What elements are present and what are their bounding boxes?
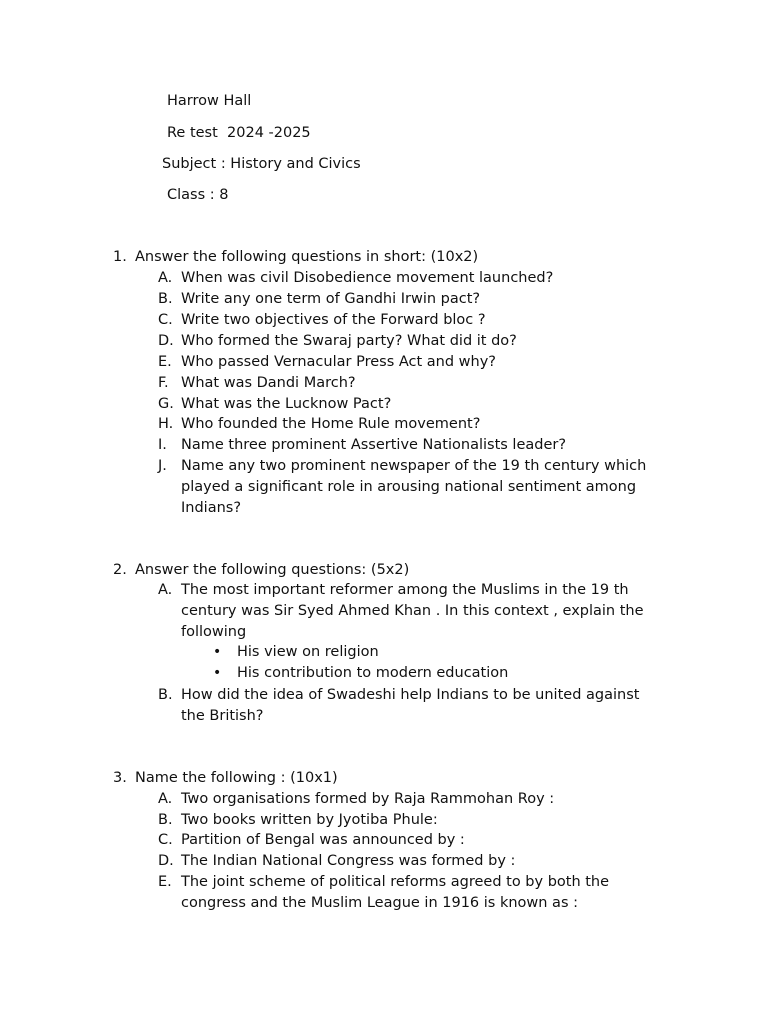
question-text: The most important reformer among the Muslims in the 19 th [181, 582, 629, 598]
question-text: congress and the Muslim League in 1916 is known as : [181, 895, 578, 911]
question-marker: H. [158, 416, 174, 432]
section-number: 1. [113, 249, 127, 265]
bullet-icon: • [213, 644, 222, 660]
question-text: Who founded the Home Rule movement? [181, 416, 481, 432]
question-text: When was civil Disobedience movement launched? [181, 270, 554, 286]
question-text: Name three prominent Assertive Nationalists leader? [181, 437, 567, 453]
school-name: Harrow Hall [167, 93, 252, 109]
question-marker: B. [158, 812, 173, 828]
section-title: Name the following : (10x1) [135, 770, 338, 786]
question-marker: E. [158, 874, 172, 890]
question-text: How did the idea of Swadeshi help Indians to be united against [181, 687, 640, 703]
question-text: Partition of Bengal was announced by : [181, 832, 465, 848]
question-text: Who passed Vernacular Press Act and why? [181, 354, 496, 370]
question-marker: E. [158, 354, 172, 370]
exam-title: Re test 2024 -2025 [167, 125, 311, 141]
section-number: 3. [113, 770, 127, 786]
question-marker: I. [158, 437, 167, 453]
question-text: The joint scheme of political reforms agreed to by both the [181, 874, 610, 890]
question-text: What was the Lucknow Pact? [181, 396, 392, 412]
question-marker: D. [158, 853, 174, 869]
question-marker: J. [158, 458, 167, 474]
question-text: Name any two prominent newspaper of the 19 th century which [181, 458, 647, 474]
bullet-text: His contribution to modern education [237, 665, 509, 681]
bullet-text: His view on religion [237, 644, 379, 660]
question-text: Two books written by Jyotiba Phule: [181, 812, 438, 828]
question-marker: C. [158, 312, 173, 328]
question-text: Two organisations formed by Raja Rammohan Roy : [181, 791, 555, 807]
subject-line: Subject : History and Civics [162, 156, 361, 172]
question-text: Write two objectives of the Forward bloc ? [181, 312, 486, 328]
question-marker: A. [158, 270, 173, 286]
section-number: 2. [113, 562, 127, 578]
question-text: following [181, 624, 247, 640]
question-text: The Indian National Congress was formed by : [181, 853, 516, 869]
question-text: played a significant role in arousing national sentiment among [181, 479, 637, 495]
question-text: Who formed the Swaraj party? What did it do? [181, 333, 517, 349]
class-line: Class : 8 [167, 187, 229, 203]
question-text: What was Dandi March? [181, 375, 356, 391]
section-title: Answer the following questions in short: (10x2) [135, 249, 479, 265]
question-marker: B. [158, 687, 173, 703]
question-marker: F. [158, 375, 169, 391]
question-marker: A. [158, 791, 173, 807]
bullet-icon: • [213, 665, 222, 681]
question-text: century was Sir Syed Ahmed Khan . In this context , explain the [181, 603, 644, 619]
question-marker: C. [158, 832, 173, 848]
question-marker: B. [158, 291, 173, 307]
question-text: Indians? [181, 500, 242, 516]
question-marker: D. [158, 333, 174, 349]
question-marker: G. [158, 396, 174, 412]
question-text: the British? [181, 708, 264, 724]
question-marker: A. [158, 582, 173, 598]
section-title: Answer the following questions: (5x2) [135, 562, 410, 578]
question-text: Write any one term of Gandhi Irwin pact? [181, 291, 481, 307]
